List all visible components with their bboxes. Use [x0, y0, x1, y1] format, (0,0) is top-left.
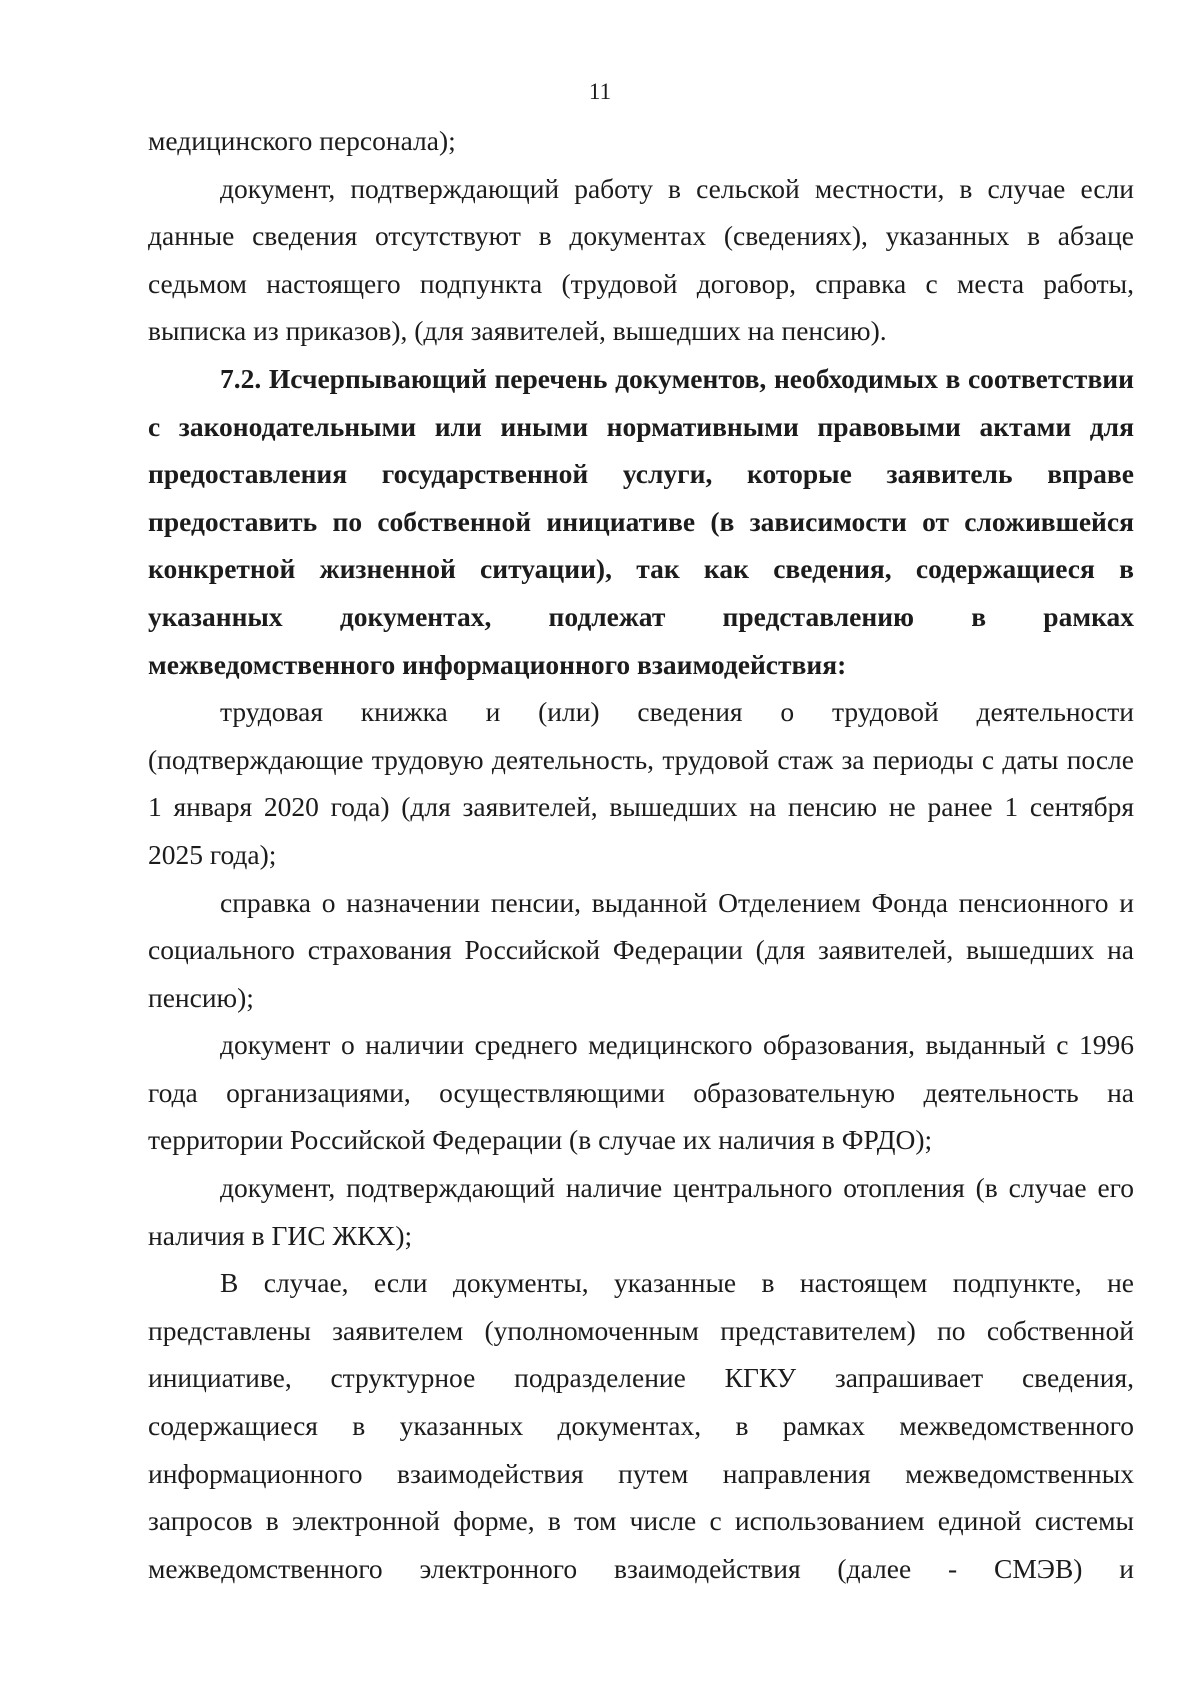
paragraph-central-heating-document: документ, подтверждающий наличие центрального отопления (в случае его наличия в ГИС ЖКХ); — [148, 1172, 1134, 1251]
paragraph-work-book: трудовая книжка и (или) сведения о трудовой деятельности (подтверждающие трудовую деятельность, трудовой стаж за периоды с даты после 1 января 2020 года) (для заявителей, вышедших на пенсию не ранее 1 сентября 2025 года); — [148, 696, 1134, 870]
section-heading-7-2: 7.2. Исчерпывающий перечень документов, необходимых в соответствии с законодательными или иными нормативными правовыми актами для предоставления государственной услуги, которые заявитель вправе предоставить по собственной инициативе (в зависимости от сложившейся конкретной жизненной ситуации), так как сведения, содержащиеся в указанных документах, подлежат представлению в рамках межведомственного информационного взаимодействия: — [148, 362, 1134, 680]
paragraph-rural-work-document: документ, подтверждающий работу в сельской местности, в случае если данные сведения отсутствуют в документах (сведениях), указанных в абзаце седьмом настоящего подпункта (трудовой договор, справка с места работы, выписка из приказов), (для заявителей, вышедших на пенсию). — [148, 172, 1134, 347]
paragraph-continuation: медицинского персонала); — [148, 125, 456, 156]
page-number: 11 — [588, 79, 612, 104]
document-body — [148, 117, 1134, 1592]
paragraph-medical-education-document: документ о наличии среднего медицинского образования, выданный с 1996 года организациями, осуществляющими образовательную деятельность на территории Российской Федерации (в случае их наличия в ФРДО); — [148, 1029, 1134, 1156]
paragraph-interagency-request: В случае, если документы, указанные в настоящем подпункте, не представлены заявителем (уполномоченным представителем) по собственной инициативе, структурное подразделение КГКУ запрашивает сведения, содержащиеся в указанных документах, в рамках межведомственного информационного взаимодействия путем направления межведомственных запросов в электронной форме, в том числе с использованием единой системы межведомственного электронного взаимодействия (далее - СМЭВ) и — [148, 1267, 1134, 1584]
paragraph-pension-certificate: справка о назначении пенсии, выданной Отделением Фонда пенсионного и социального страхования Российской Федерации (для заявителей, вышедших на пенсию); — [148, 886, 1134, 1013]
